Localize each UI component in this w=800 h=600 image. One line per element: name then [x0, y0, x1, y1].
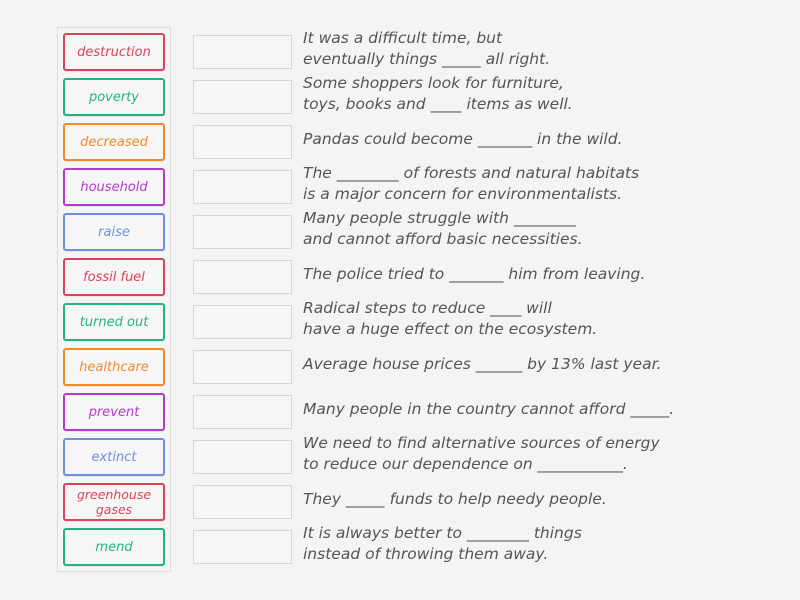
- word-card-label: fossil fuel: [83, 269, 145, 285]
- word-card-label: poverty: [88, 89, 140, 105]
- sentence-line-2: to reduce our dependence on ___________.: [303, 455, 628, 473]
- sentence-line-1: Some shoppers look for furniture,: [303, 74, 564, 92]
- answer-drop-box[interactable]: [193, 440, 292, 474]
- sentence-prompt: [303, 298, 723, 340]
- sentence-line-1: They _____ funds to help needy people.: [303, 490, 607, 508]
- sentence-line-2: and cannot afford basic necessities.: [303, 230, 583, 248]
- sentence-line-2: toys, books and ____ items as well.: [303, 95, 573, 113]
- sentence-prompt: [303, 208, 723, 250]
- sentence-prompt: [303, 489, 723, 510]
- sentence-prompt: [303, 129, 723, 150]
- sentence-prompt: [303, 73, 723, 115]
- sentence-line-1: Pandas could become _______ in the wild.: [303, 130, 623, 148]
- word-card[interactable]: [63, 33, 165, 71]
- answer-drop-box[interactable]: [193, 260, 292, 294]
- answer-drop-box[interactable]: [193, 80, 292, 114]
- sentence-line-1: The ________ of forests and natural habitats: [303, 164, 640, 182]
- answer-drop-box[interactable]: [193, 530, 292, 564]
- sentence-prompt: [303, 399, 723, 420]
- word-card[interactable]: [63, 168, 165, 206]
- word-card-label: prevent: [88, 404, 140, 420]
- sentence-line-1: Radical steps to reduce ____ will: [303, 299, 552, 317]
- word-card[interactable]: [63, 78, 165, 116]
- word-card-label: decreased: [80, 134, 148, 150]
- word-card-label: greenhouse gases: [76, 487, 152, 517]
- sentence-prompt: [303, 163, 723, 205]
- word-card-label: raise: [98, 224, 130, 240]
- answer-drop-box[interactable]: [193, 170, 292, 204]
- sentence-line-2: have a huge effect on the ecosystem.: [303, 320, 598, 338]
- sentence-line-1: The police tried to _______ him from leaving.: [303, 265, 646, 283]
- sentence-prompt: [303, 433, 723, 475]
- sentence-line-1: Average house prices ______ by 13% last year.: [303, 355, 662, 373]
- sentence-line-1: Many people in the country cannot afford _____.: [303, 400, 675, 418]
- answer-drop-box[interactable]: [193, 395, 292, 429]
- sentence-line-2: eventually things _____ all right.: [303, 50, 551, 68]
- word-bank: [57, 27, 171, 572]
- answer-drop-box[interactable]: [193, 350, 292, 384]
- word-card-label: extinct: [91, 449, 137, 465]
- word-card[interactable]: [63, 213, 165, 251]
- sentence-line-2: is a major concern for environmentalists.: [303, 185, 622, 203]
- word-card-label: healthcare: [79, 359, 149, 375]
- sentence-prompt: [303, 264, 723, 285]
- word-card[interactable]: [63, 348, 165, 386]
- sentence-line-1: Many people struggle with ________: [303, 209, 576, 227]
- answer-drop-box[interactable]: [193, 125, 292, 159]
- sentence-line-1: It was a difficult time, but: [303, 29, 503, 47]
- word-card-label: mend: [95, 539, 133, 555]
- word-card[interactable]: [63, 123, 165, 161]
- sentence-prompt: [303, 28, 723, 70]
- word-card[interactable]: [63, 438, 165, 476]
- sentence-prompt: [303, 354, 723, 375]
- sentence-line-1: We need to find alternative sources of energy: [303, 434, 660, 452]
- answer-drop-box[interactable]: [193, 35, 292, 69]
- answer-drop-box[interactable]: [193, 215, 292, 249]
- sentence-line-2: instead of throwing them away.: [303, 545, 549, 563]
- word-card[interactable]: [63, 393, 165, 431]
- word-card-label: household: [80, 179, 148, 195]
- sentence-line-1: It is always better to ________ things: [303, 524, 582, 542]
- word-card-label: turned out: [79, 314, 149, 330]
- word-card[interactable]: [63, 303, 165, 341]
- answer-drop-box[interactable]: [193, 305, 292, 339]
- word-card[interactable]: [63, 258, 165, 296]
- answer-drop-box[interactable]: [193, 485, 292, 519]
- word-card[interactable]: [63, 483, 165, 521]
- word-card-label: destruction: [77, 44, 151, 60]
- sentence-prompt: [303, 523, 723, 565]
- word-card[interactable]: [63, 528, 165, 566]
